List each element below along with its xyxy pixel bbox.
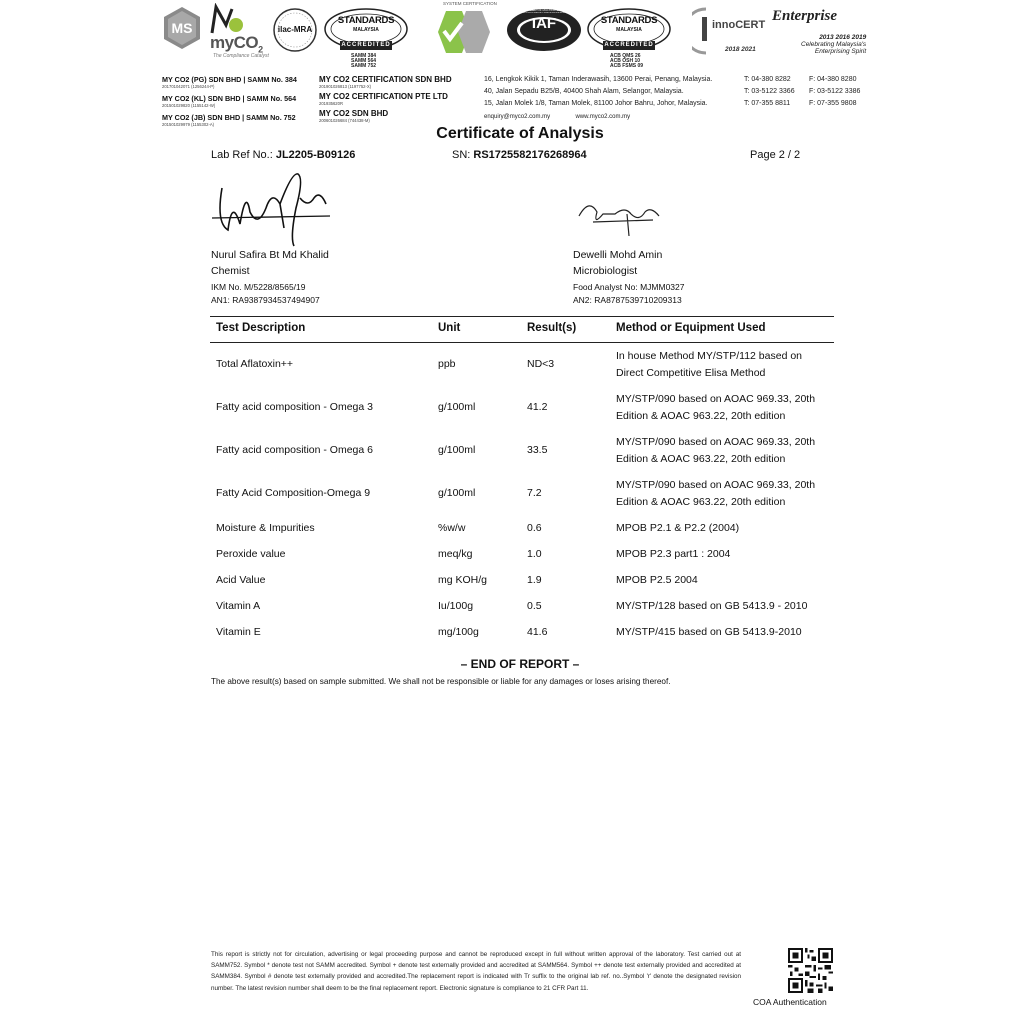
chemist-signature-icon — [210, 168, 335, 250]
enterprise-wordmark: Enterprise — [772, 8, 838, 24]
iaf-label: IAF — [531, 15, 557, 32]
signer-name: Dewelli Mohd Amin — [573, 249, 663, 261]
standards1-mid: MALAYSIA — [353, 27, 379, 33]
innocert-years: 2018 2021 — [725, 46, 756, 53]
acb-list: ACB QMS 26 ACB OSH 10 ACB FSMS 09 — [610, 53, 644, 69]
ilac-mra-label: ilac-MRA — [277, 25, 313, 34]
system-certification-logo-icon — [428, 3, 500, 61]
standards2-bottom: ACCREDITED — [604, 42, 654, 48]
table-row: Fatty Acid Composition-Omega 9 g/100ml 7.2 MY/STP/090 based on AOAC 969.33, 20th Edition & AOAC 963.22, 20th edition — [216, 479, 816, 508]
signer-microbiologist — [573, 247, 685, 307]
table-row: Peroxide value meq/kg 1.0 MPOB P2.3 part1 : 2004 — [216, 547, 731, 560]
signer-role: Microbiologist — [573, 265, 638, 277]
iaf-ring-text: MEMBER OF MULTILATERAL RECOGNITION ARRANGEMENT — [521, 9, 567, 13]
table-row: Moisture & Impurities %w/w 0.6 MPOB P2.1 & P2.2 (2004) — [216, 521, 740, 534]
myco2-tagline: The Compliance Catalyst — [213, 53, 269, 59]
samm-list: SAMM 384 SAMM 564 SAMM 752 — [351, 53, 377, 69]
standards2-mid: MALAYSIA — [616, 27, 642, 33]
qr-code-icon[interactable] — [788, 948, 833, 993]
serial-number: SN: RS1725582176268964 — [452, 149, 587, 161]
end-of-report: – END OF REPORT – — [460, 657, 580, 671]
signer-id: Food Analyst No: MJMM0327 — [573, 282, 685, 292]
header-method: Method or Equipment Used — [616, 322, 766, 334]
table-row: Acid Value mg KOH/g 1.9 MPOB P2.5 2004 — [216, 573, 698, 586]
company-list-mid: MY CO2 CERTIFICATION SDN BHD 201901026813 (1197752-X) MY CO2 CERTIFICATION PTE LTD 201935620R MY CO2 SDN BHD 200601026684 (744438-M) — [319, 75, 452, 123]
table-header-row — [210, 317, 834, 343]
address-list: 16, Lengkok Kikik 1, Taman Inderawasih, 13600 Perai, Penang, Malaysia. 40, Jalan Sepadu B25/B, 40400 Shah Alam, Selangor, Malaysia. 15, Jalan Molek 1/8, Taman Molek, 81100 Johor Bahru, Johor, Malaysia. enquiry@myco2.com.my www.myco2.com.my — [484, 76, 713, 120]
standards1-top: STANDARDS — [337, 15, 395, 26]
enterprise-years: 2013 2016 2019 Celebrating Malaysia's Enterprising Spirit — [801, 34, 867, 55]
system-certification-caption: SYSTEM CERTIFICATION — [443, 1, 497, 6]
table-row: Vitamin E mg/100g 41.6 MY/STP/415 based on GB 5413.9-2010 — [216, 625, 802, 638]
header-results: Result(s) — [527, 322, 577, 334]
lab-ref: Lab Ref No.: JL2205-B09126 — [211, 149, 356, 161]
results-table — [210, 316, 834, 645]
footnote: This report is strictly not for circulation, advertising or legal proceeding purpose and cannot be reproduced except in full without written approval of the laboratory. Test carried out at SAMM752. Symbol * denote test not SAMM accredited. Symbol + denote test externally provided and accredited at SAMM564. Symbol ++ denote test externally provided and accredited at SAMM384. Symbol # denote test externally provided and accredited.The replacement report is indicated with Tr suffix to the original lab ref. no..Symbol 'r' denote the designated revision number. The latest revision number shall deem to be the final replacement report. Electronic signature is compliance to 21 CFR Part 11. — [211, 951, 741, 992]
table-row: Fatty acid composition - Omega 3 g/100ml 41.2 MY/STP/090 based on AOAC 969.33, 20th Edition & AOAC 963.22, 20th edition — [216, 393, 816, 422]
page-number: Page 2 / 2 — [750, 149, 801, 161]
table-row: Total Aflatoxin++ ppb ND<3 In house Method MY/STP/112 based on Direct Competitive Elisa Method — [216, 350, 803, 379]
microbiologist-signature-icon — [575, 192, 665, 242]
table-row: Fatty acid composition - Omega 6 g/100ml 33.5 MY/STP/090 based on AOAC 969.33, 20th Edition & AOAC 963.22, 20th edition — [216, 436, 816, 465]
company-list-left: MY CO2 (PG) SDN BHD | SAMM No. 384 201701042071 (1256244-P) MY CO2 (KL) SDN BHD | SAMM No. 564 201501029820 (1155142-W) MY CO2 (JB) SDN BHD | SAMM No. 752 201501029979 (1155302-A) — [162, 75, 297, 127]
innocert-label: innoCERT — [712, 19, 766, 31]
myco2-wordmark: myCO$_2$ — [210, 33, 263, 55]
email-link[interactable]: enquiry@myco2.com.my — [484, 114, 551, 120]
coa-authentication-label: COA Authentication — [753, 997, 827, 1007]
signer-chemist — [211, 247, 329, 307]
signer-an: AN1: RA9387934537494907 — [211, 295, 320, 305]
signer-id: IKM No. M/5228/8565/19 — [211, 282, 306, 292]
page-title: Certificate of Analysis — [436, 125, 604, 142]
standards2-top: STANDARDS — [600, 15, 658, 26]
website-link[interactable]: www.myco2.com.my — [575, 114, 631, 120]
signer-name: Nurul Safira Bt Md Khalid — [211, 249, 329, 261]
phone-list: T: 04-380 8282 T: 03-5122 3366 T: 07-355 8811 — [744, 76, 795, 107]
signer-an: AN2: RA8787539710209313 — [573, 295, 682, 305]
table-row: Vitamin A Iu/100g 0.5 MY/STP/128 based on GB 5413.9 - 2010 — [216, 599, 808, 612]
fax-list: F: 04-380 8280 F: 03-5122 3386 F: 07-355 9808 — [809, 76, 861, 107]
signer-role: Chemist — [211, 265, 250, 277]
standards1-bottom: ACCREDITED — [341, 42, 391, 48]
header-test-description: Test Description — [216, 322, 306, 334]
svg-text:MS: MS — [171, 20, 193, 36]
disclaimer: The above result(s) based on sample submitted. We shall not be responsible or liable for any damages or loses arising thereof. — [211, 677, 671, 686]
header-unit: Unit — [438, 322, 461, 334]
ms-logo-icon — [163, 6, 201, 50]
